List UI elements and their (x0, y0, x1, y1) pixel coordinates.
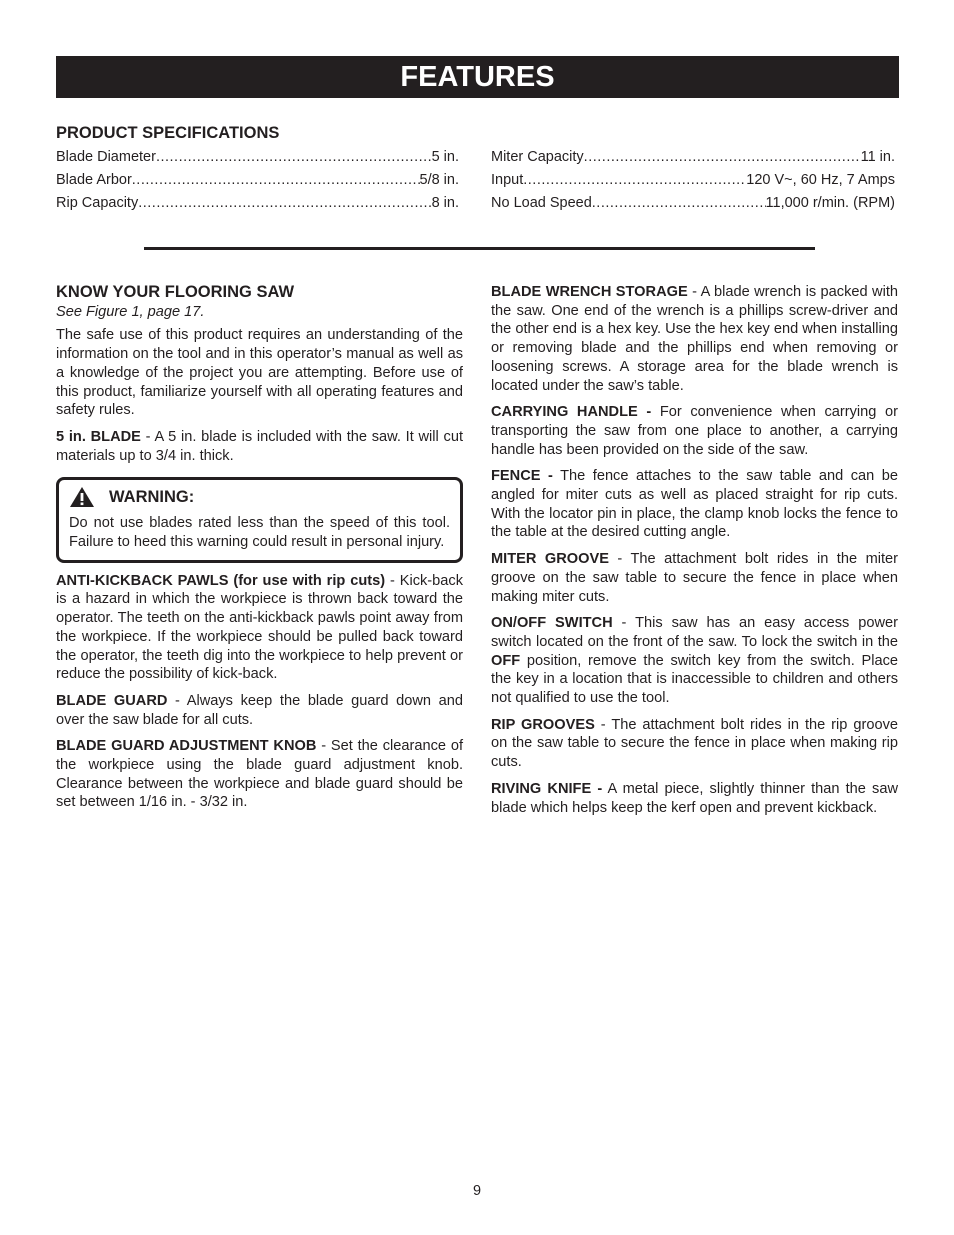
feature-miter-groove: MITER GROOVE - The attachment bolt rides in the miter groove on the saw table to secure the fence in place when making miter cuts. (491, 551, 898, 605)
right-text-column (491, 283, 898, 825)
feature-term: RIVING KNIFE - (491, 780, 603, 797)
feature-blade-guard-knob: BLADE GUARD ADJUSTMENT KNOB - Set the clearance of the workpiece using the blade guard adjustment knob. Clearance between the workpiece and blade guard should be set between 1/16 in. - 3/32 in. (56, 738, 463, 811)
spec-value: 11 in. (860, 149, 895, 165)
spec-row (56, 149, 459, 172)
feature-fence: FENCE - The fence attaches to the saw table and can be angled for miter cuts as well as placed straight for rip cuts. With the locator pin in place, the clamp knob locks the fence to the table at the desired cutting angle. (491, 468, 898, 541)
figure-reference: See Figure 1, page 17. (56, 303, 205, 320)
page-number: 9 (472, 1183, 482, 1199)
warning-header (69, 486, 450, 508)
warning-title: WARNING: (109, 487, 195, 506)
feature-blade-wrench-storage: BLADE WRENCH STORAGE - A blade wrench is packed with the saw. One end of the wrench is a phillips screw-driver and the other end is a hex key. Use the hex key end when installing or removing blade and the phillips end when removing or loosening screws. A storage area for the blade wrench is located under the saw’s table. (491, 284, 898, 394)
feature-term: BLADE GUARD ADJUSTMENT KNOB (56, 738, 317, 755)
spec-value: 8 in. (431, 195, 459, 211)
feature-rip-grooves: RIP GROOVES - The attachment bolt rides in the rip groove on the saw table to secure the fence in place when making rip cuts. (491, 716, 898, 771)
spec-row (491, 172, 895, 195)
feature-carrying-handle: CARRYING HANDLE - For convenience when carrying or transporting the saw from one place to another, a carrying handle has been provided on the side of the saw. (491, 404, 898, 458)
warning-box (56, 477, 463, 562)
spec-label: Input (491, 172, 524, 188)
spec-row (56, 172, 459, 195)
feature-term: ON/OFF SWITCH (491, 615, 613, 632)
left-text-column (56, 283, 463, 820)
specs-heading: PRODUCT SPECIFICATIONS (56, 124, 280, 142)
feature-blade: 5 in. BLADE - A 5 in. blade is included with the saw. It will cut materials up to 3/4 in. thick. (56, 428, 464, 464)
spec-row (491, 195, 895, 218)
feature-term: RIP GROOVES (491, 716, 595, 733)
spec-value: 120 V~, 60 Hz, 7 Amps (746, 172, 895, 188)
feature-term: BLADE WRENCH STORAGE (491, 284, 688, 300)
specs-left-column (56, 124, 459, 218)
feature-term: CARRYING HANDLE - (491, 404, 652, 421)
feature-riving-knife: RIVING KNIFE - A metal piece, slightly thinner than the saw blade which helps keep the kerf open and prevent kickback. (491, 780, 899, 816)
warning-text: Do not use blades rated less than the speed of this tool. Failure to heed this warning could result in personal injury. (69, 515, 450, 551)
page-title-banner: FEATURES (56, 56, 899, 98)
feature-term: FENCE - (491, 468, 553, 485)
spec-label: Miter Capacity (491, 149, 584, 165)
know-heading: KNOW YOUR FLOORING SAW (56, 283, 295, 301)
feature-anti-kickback-pawls: ANTI-KICKBACK PAWLS (for use with rip cuts) - Kick-back is a hazard in which the workpiece is thrown back toward the operator. The teeth on the anti-kickback pawls point away from the workpiece. If the workpiece should be pulled back toward the operator, the teeth dig into the workpiece to help prevent or reduce the possibility of kick-back. (56, 572, 463, 683)
spec-row (491, 149, 895, 172)
feature-term: ANTI-KICKBACK PAWLS (for use with rip cuts) (56, 572, 386, 589)
spec-row (56, 195, 459, 218)
feature-term: MITER GROOVE (491, 551, 609, 568)
spec-label: Blade Diameter (56, 149, 156, 165)
spec-label: Rip Capacity (56, 195, 139, 211)
spec-label: No Load Speed (491, 195, 592, 211)
spec-label: Blade Arbor (56, 172, 132, 188)
feature-on-off-switch: ON/OFF SWITCH - This saw has an easy access power switch located on the front of the saw. To lock the switch in the OFF position, remove the switch key from the switch. Place the key in a location that is inaccessible to children and others not qualified to use the tool. (491, 615, 898, 707)
feature-term: 5 in. BLADE (56, 428, 141, 445)
spec-value: 5/8 in. (419, 172, 459, 188)
feature-blade-guard: BLADE GUARD - Always keep the blade guard down and over the saw blade for all cuts. (56, 692, 463, 728)
section-divider (144, 247, 815, 250)
feature-term: BLADE GUARD (56, 692, 168, 709)
spec-value: 5 in. (431, 149, 459, 165)
spec-value: 11,000 r/min. (RPM) (765, 195, 895, 211)
warning-triangle-icon (69, 486, 95, 508)
intro-paragraph: The safe use of this product requires an understanding of the information on the tool and in this operator’s manual as well as a knowledge of the project you are attempting. Before use of this product, familiarize yourself with all operating features and safety rules. (56, 327, 463, 419)
specs-right-column (491, 149, 895, 218)
